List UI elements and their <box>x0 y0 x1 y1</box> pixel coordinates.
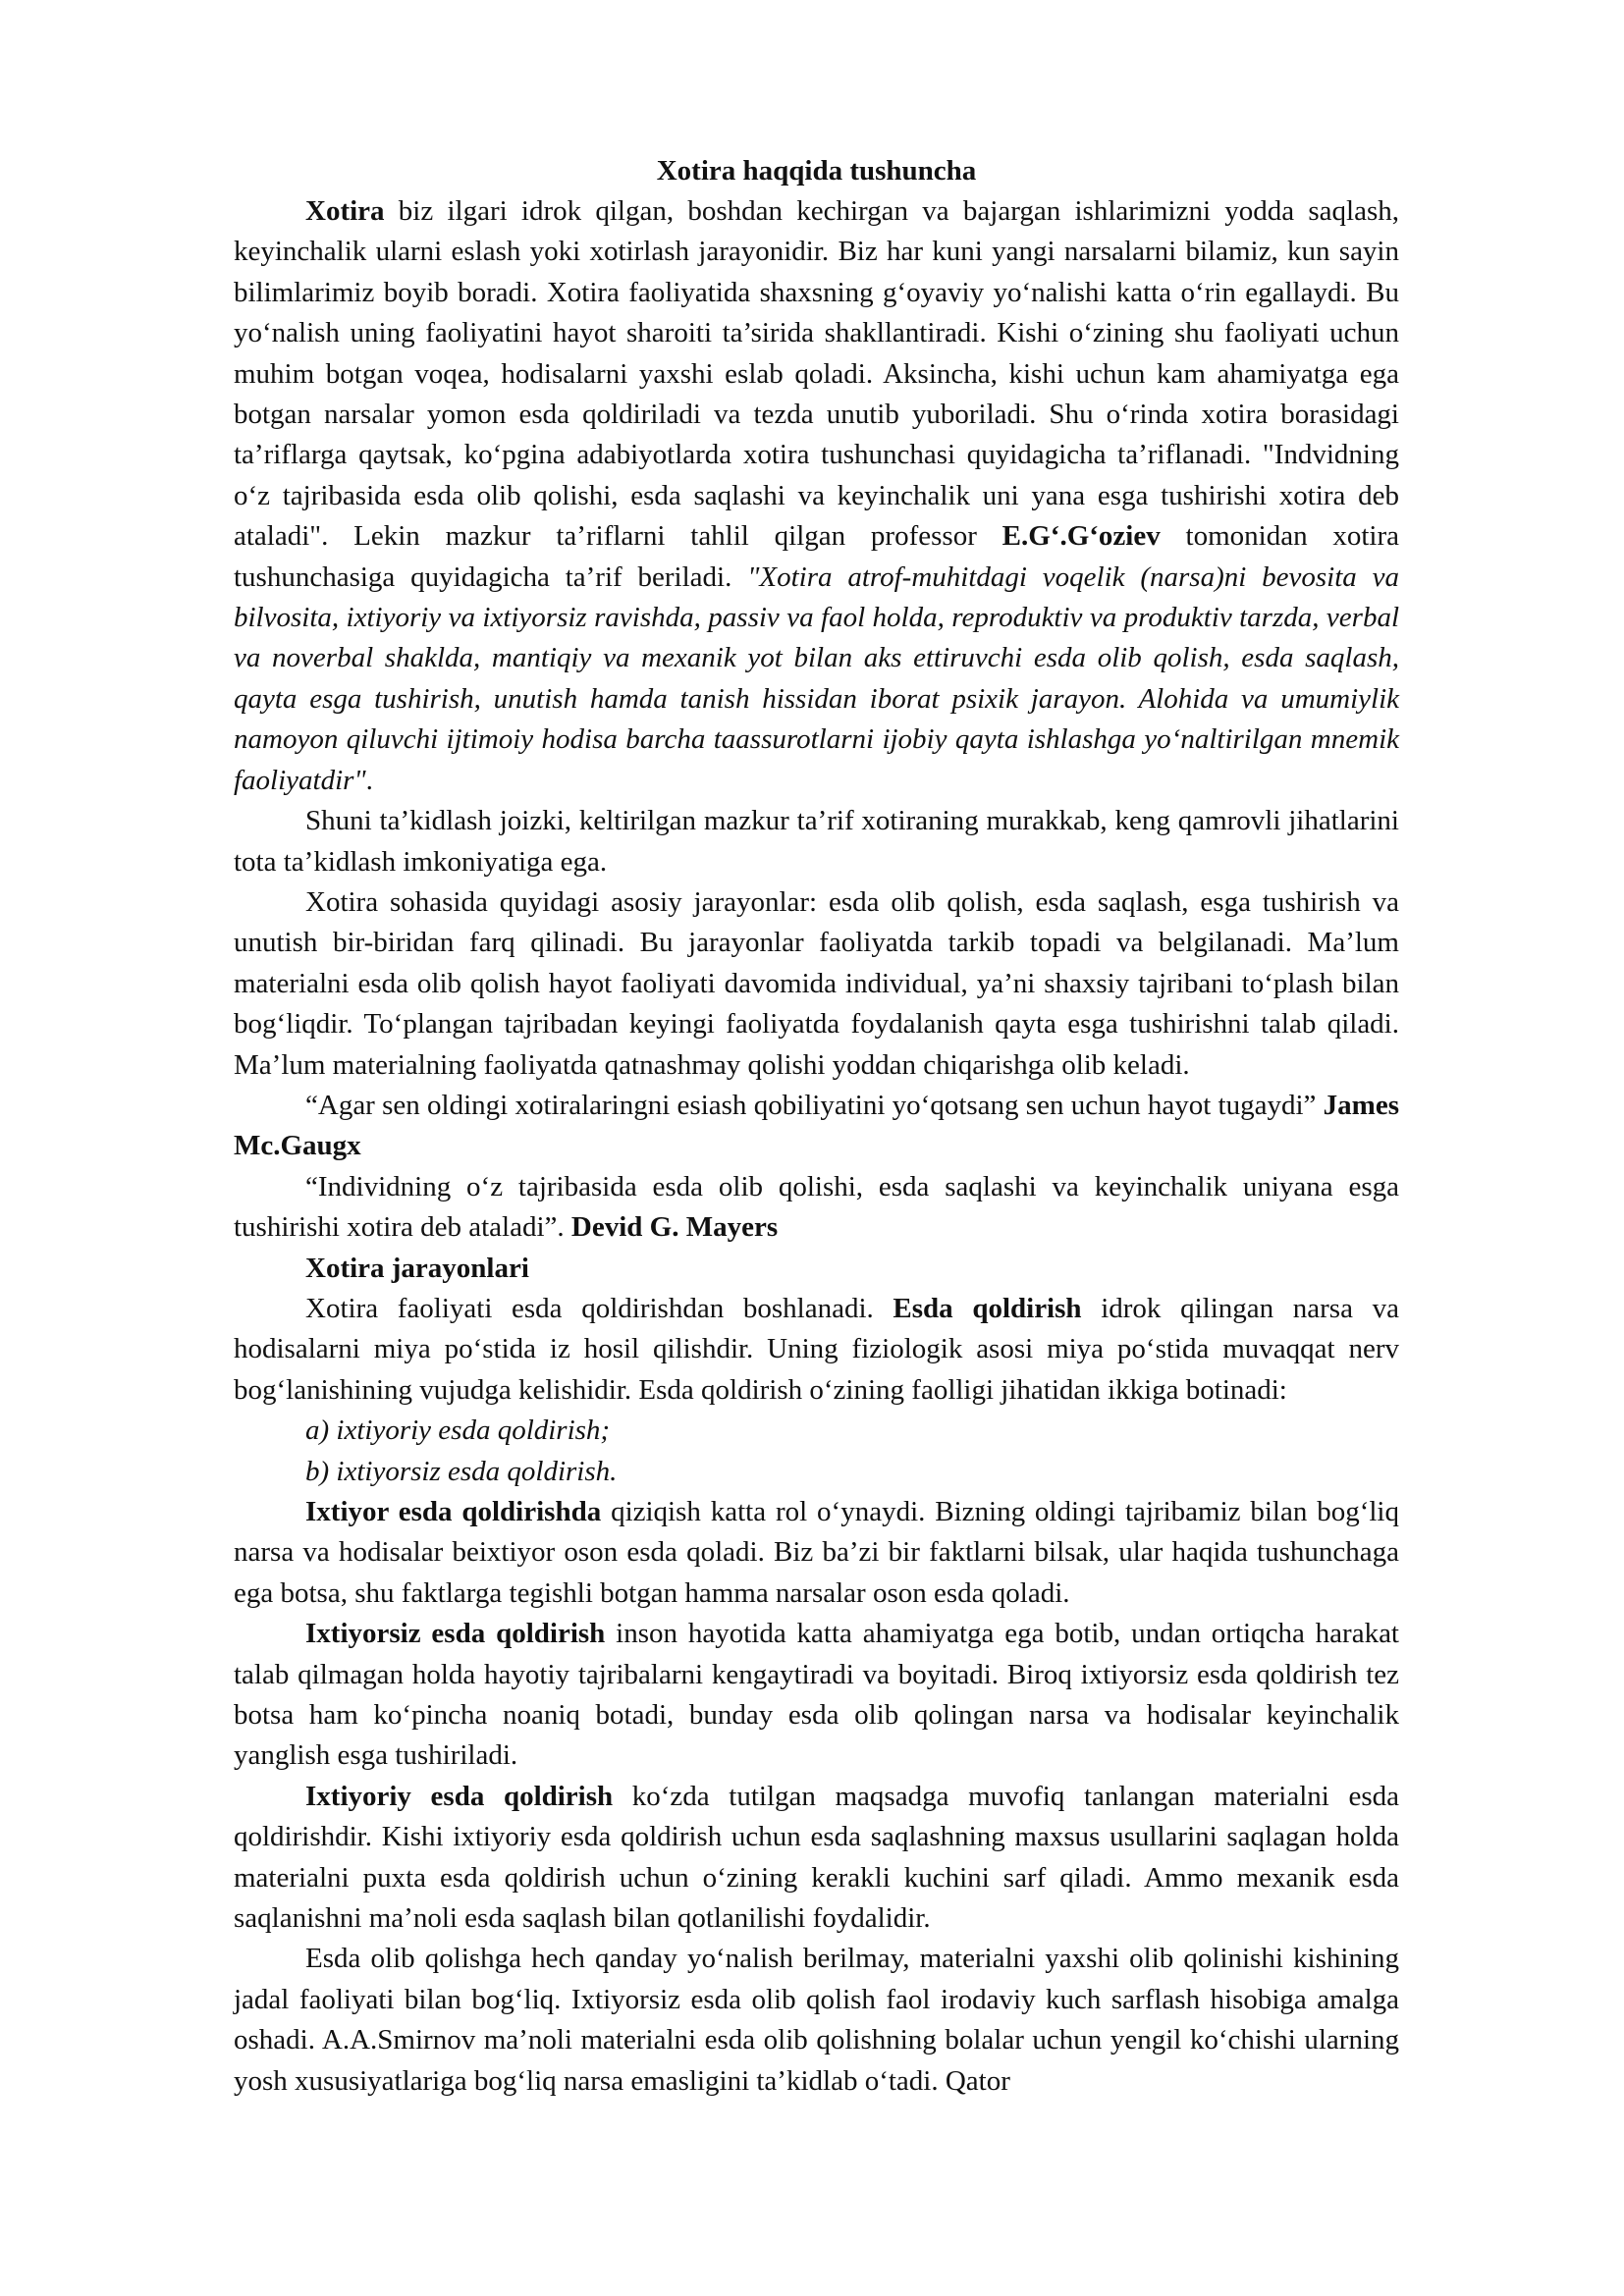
quote-author: Devid G. Mayers <box>570 1211 779 1244</box>
paragraph-text: tomonidan xotira tushunchasiga quyidagicha ta’rif beriladi. <box>234 520 1400 593</box>
paragraph-note: Shuni ta’kidlash joizki, keltirilgan mazkur ta’rif xotiraning murakkab, keng qamrovli jihatlarini tota ta’kidlash imkoniyatiga ega. <box>234 805 1399 878</box>
term-ixtiyor: Ixtiyor esda qoldirishda <box>305 1496 602 1527</box>
term-esda-qoldirish: Esda qoldirish <box>893 1292 1082 1324</box>
paragraph-text: idrok qilingan narsa va hodisalarni miya po‘stida iz hosil qilishdir. Uning fiziologik asosi miya po‘stida muvaqqat nerv bog‘lanishining vujudga kelishidir. Esda qoldirish o‘zining faolligi jihatidan ikkiga botinadi: <box>234 1292 1399 1406</box>
paragraph-text: biz ilgari idrok qilgan, boshdan kechirgan va bajargan ishlarimizni yodda saqlash, keyinchalik ularni eslash yoki xotirlash jarayonidir. Biz har kuni yangi narsalarni bilamiz, kun sayin bilimlarimiz boyib boradi. Xotira faoliyatida shaxsning g‘oyaviy yo‘nalishi katta o‘rin egallaydi. Bu yo‘nalish uning faoliyatini hayot sharoiti ta’sirida shakllantiradi. Kishi o‘zining shu faoliyati uchun muhim botgan voqea, hodisalarni yaxshi eslab qoladi. Aksincha, kishi uchun kam ahamiyatga ega botgan narsalar yomon esda qoldiriladi va tezda unutib yuboriladi. Shu o‘rinda xotira borasidagi ta’riflarga qaytsak, ko‘pgina adabiyotlarda xotira tushunchasi quyidagicha ta’riflanadi. "Indvidning o‘z tajribasida esda olib qolishi, esda saqlashi va keyinchalik uni yana esga tushirishi xotira deb ataladi". Lekin mazkur ta’riflarni tahlil qilgan professor <box>234 195 1399 553</box>
term-ixtiyoriy: Ixtiyoriy esda qoldirish <box>305 1780 614 1812</box>
quote-text: “Agar sen oldingi xotiralaringni esiash qobiliyatini yo‘qotsang sen uchun hayot tugaydi” <box>305 1089 1317 1121</box>
quote-block <box>234 1167 1399 1249</box>
paragraph-definition <box>234 191 1399 801</box>
term-xotira: Xotira <box>305 195 385 227</box>
paragraph-esda-qoldirish <box>234 1289 1399 1411</box>
quote-text: “Individning o‘z tajribasida esda olib qolishi, esda saqlashi va keyinchalik uniyana esga tushirishi xotira deb ataladi”. <box>234 1170 1399 1244</box>
paragraph-ixtiyoriy <box>234 1777 1399 1940</box>
paragraph-text: qiziqish katta rol o‘ynaydi. Bizning oldingi tajribamiz bilan bog‘liq narsa va hodisalar beixtiyor oson esda qoladi. Biz ba’zi bir faktlarni bilsak, ular haqida tushunchaga ega botsa, shu faktlarga tegishli botgan hamma narsalar oson esda qoladi. <box>234 1496 1399 1609</box>
term-ixtiyorsiz: Ixtiyorsiz esda qoldirish <box>305 1618 606 1650</box>
author-name: E.G‘.G‘oziev <box>1001 520 1161 553</box>
paragraph-text: ko‘zda tutilgan maqsadga muvofiq tanlangan materialni esda qoldirishdir. Kishi ixtiyoriy esda qoldirish uchun esda saqlashning maxsus usullarini saqlagan holda materialni puxta esda qoldirish uchun o‘zining kerakli kuchini sarf qiladi. Ammo mexanik esda saqlanishni ma’noli esda saqlash bilan qotlanilishi foydalidir. <box>234 1780 1399 1935</box>
document-page <box>234 151 1399 2102</box>
quote-author: James Mc.Gaugx <box>234 1089 1399 1162</box>
paragraph-ixtiyorsiz <box>234 1614 1399 1777</box>
list-item <box>234 1411 1399 1451</box>
section-heading: Xotira jarayonlari <box>305 1252 529 1284</box>
list-item <box>234 1452 1399 1492</box>
list-item-text: a) ixtiyoriy esda qoldirish; <box>305 1415 611 1447</box>
paragraph-ixtiyor <box>234 1492 1399 1614</box>
paragraph-text: Xotira faoliyati esda qoldirishdan boshlanadi. <box>305 1292 893 1324</box>
paragraph-processes: Xotira sohasida quyidagi asosiy jarayonlar: esda olib qolish, esda saqlash, esga tushirish va unutish bir-biridan farq qilinadi. Bu jarayonlar faoliyatda tarkib topadi va belgilanadi. Ma’lum materialni esda olib qolish hayot faoliyati davomida individual, ya’ni shaxsiy tajribani to‘plash bilan bog‘liqdir. To‘plangan tajribadan keyingi faoliyatda foydalanish qayta esga tushirishni talab qiladi. Ma’lum materialning faoliyatda qatnashmay qolishi yoddan chiqarishga olib keladi. <box>234 885 1399 1081</box>
document-title: Xotira haqqida tushuncha <box>656 155 977 187</box>
paragraph-smirnov: Esda olib qolishga hech qanday yo‘nalish berilmay, materialni yaxshi olib qolinishi kishining jadal faoliyati bilan bog‘liq. Ixtiyorsiz esda olib qolish faol irodaviy kuch sarflash hisobiga amalga oshadi. A.A.Smirnov ma’noli materialni esda olib qolishning bolalar uchun yengil ko‘chishi ularning yosh xususiyatlariga bog‘liq narsa emasligini ta’kidlab o‘tadi. Qator <box>234 1943 1399 2097</box>
quote-block <box>234 1086 1399 1167</box>
italic-definition: "Xotira atrof-muhitdagi voqelik (narsa)ni bevosita va bilvosita, ixtiyoriy va ixtiyorsiz ravishda, passiv va faol holda, reproduktiv va produktiv tarzda, verbal va noverbal shaklda, mantiqiy va mexanik yot bilan aks ettiruvchi esda olib qolish, esda saqlash, qayta esga tushirish, unutish hamda tanish hissidan iborat psixik jarayon. Alohida va umumiylik namoyon qiluvchi ijtimoiy hodisa barcha taassurotlarni ijobiy qayta ishlashga yo‘naltirilgan mnemik faoliyatdir" <box>234 561 1400 796</box>
list-item-text: b) ixtiyorsiz esda qoldirish. <box>305 1455 618 1487</box>
paragraph-text: . <box>365 764 373 796</box>
paragraph-text: inson hayotida katta ahamiyatga ega botib, undan ortiqcha harakat talab qilmagan holda hayotiy tajribalarni kengaytiradi va boyitadi. Biroq ixtiyorsiz esda qoldirish tez botsa ham ko‘pincha noaniq botadi, bunday esda olib qolingan narsa va hodisalar keyinchalik yanglish esga tushiriladi. <box>234 1618 1399 1772</box>
